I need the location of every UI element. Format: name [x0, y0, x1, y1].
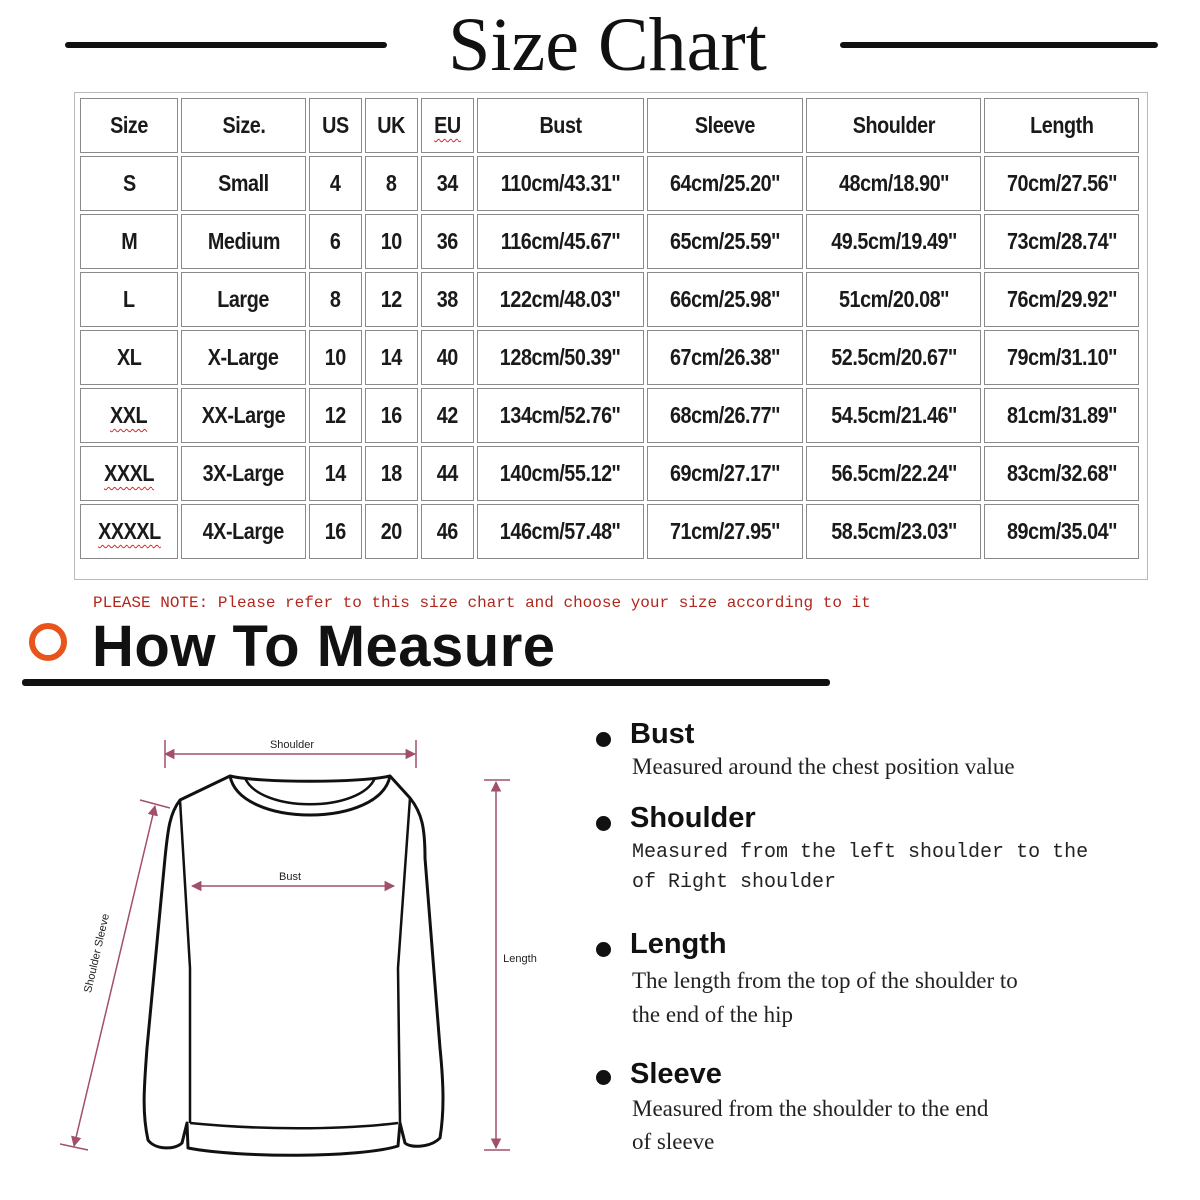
cell-text: M — [120, 228, 138, 254]
cell-text: 67cm/26.38'' — [670, 344, 780, 370]
table-header-cell — [309, 98, 362, 153]
table-cell — [181, 504, 306, 559]
table-cell — [80, 330, 178, 385]
table-header-cell — [647, 98, 803, 153]
cell-text: 51cm/20.08'' — [838, 286, 949, 312]
cell-text: Medium — [207, 228, 280, 254]
table-cell — [477, 330, 644, 385]
table-cell — [477, 504, 644, 559]
bullet-dot-icon — [596, 942, 611, 957]
size-table-frame — [74, 92, 1148, 580]
cell-text: 128cm/50.39'' — [500, 344, 621, 370]
page-title: Size Chart — [448, 3, 767, 87]
table-cell — [984, 272, 1139, 327]
table-cell — [365, 388, 418, 443]
table-cell — [647, 330, 803, 385]
definition-text-line-1: The length from the top of the shoulder to — [632, 968, 1018, 993]
table-header-cell — [421, 98, 474, 153]
table-cell — [806, 504, 981, 559]
table-cell — [181, 272, 306, 327]
header-text: Shoulder — [852, 112, 935, 138]
definition-term: Length — [630, 928, 727, 960]
table-cell — [984, 330, 1139, 385]
bullet-dot-icon — [596, 1070, 611, 1085]
cell-text: 34 — [436, 170, 459, 196]
size-chart-header — [0, 0, 1200, 92]
table-cell — [984, 214, 1139, 269]
table-cell — [80, 156, 178, 211]
cell-text: 69cm/27.17'' — [670, 460, 780, 486]
cell-text: 81cm/31.89'' — [1006, 402, 1117, 428]
cell-text: XL — [116, 344, 142, 370]
table-cell — [80, 214, 178, 269]
table-row — [80, 388, 1139, 443]
table-cell — [309, 388, 362, 443]
table-row — [80, 214, 1139, 269]
cell-text: 122cm/48.03'' — [500, 286, 621, 312]
circle-bullet-icon — [29, 623, 67, 661]
cell-text: 68cm/26.77'' — [670, 402, 780, 428]
cell-text: S — [122, 170, 136, 196]
shoulder-label: Shoulder — [269, 739, 315, 751]
cell-text: 16 — [380, 402, 403, 428]
cell-text: L — [123, 286, 135, 312]
table-cell — [309, 214, 362, 269]
table-cell — [647, 272, 803, 327]
cell-text: 64cm/25.20'' — [670, 170, 780, 196]
shoulder-sleeve-label: Shoulder Sleeve — [82, 912, 113, 995]
table-cell — [309, 156, 362, 211]
table-cell — [80, 446, 178, 501]
sweater-illustration — [60, 718, 580, 1178]
cell-text: 18 — [380, 460, 403, 486]
cell-text: 6 — [330, 228, 341, 254]
definition-term: Bust — [630, 718, 695, 750]
header-text: US — [322, 112, 349, 138]
size-note: PLEASE NOTE: Please refer to this size chart and choose your size according to it — [93, 594, 871, 612]
table-cell — [806, 330, 981, 385]
cell-text: Large — [217, 286, 270, 312]
table-row — [80, 272, 1139, 327]
cell-text: 54.5cm/21.46'' — [830, 402, 957, 428]
table-cell — [984, 504, 1139, 559]
cell-text: 116cm/45.67'' — [500, 228, 621, 254]
table-cell — [421, 388, 474, 443]
definition-text-line-1: Measured from the shoulder to the end — [632, 1096, 989, 1121]
table-header-cell — [806, 98, 981, 153]
definition-term: Sleeve — [630, 1058, 722, 1090]
table-cell — [647, 388, 803, 443]
how-to-measure-title: How To Measure — [92, 614, 556, 679]
cell-text: 71cm/27.95'' — [670, 518, 780, 544]
table-cell — [806, 156, 981, 211]
table-cell — [181, 156, 306, 211]
cell-text: 134cm/52.76'' — [500, 402, 621, 428]
cell-text: 44 — [436, 460, 459, 486]
cell-text: 36 — [436, 228, 459, 254]
cell-text: 46 — [436, 518, 459, 544]
table-cell — [80, 388, 178, 443]
header-text: Size — [110, 112, 148, 138]
table-header-row — [80, 98, 1139, 153]
title-rule-right — [840, 42, 1158, 48]
table-cell — [647, 156, 803, 211]
table-cell — [421, 214, 474, 269]
cell-text: 48cm/18.90'' — [838, 170, 949, 196]
cell-text: 14 — [324, 460, 347, 486]
table-cell — [365, 330, 418, 385]
table-cell — [647, 504, 803, 559]
table-cell — [477, 272, 644, 327]
length-label: Length — [503, 953, 537, 965]
cell-text: 79cm/31.10'' — [1006, 344, 1117, 370]
table-cell — [365, 446, 418, 501]
table-header-cell — [984, 98, 1139, 153]
table-cell — [365, 156, 418, 211]
cell-text: 66cm/25.98'' — [670, 286, 780, 312]
cell-text: 8 — [330, 286, 341, 312]
cell-text: XX-Large — [201, 402, 286, 428]
cell-text: 8 — [386, 170, 397, 196]
table-header-cell — [365, 98, 418, 153]
table-cell — [477, 388, 644, 443]
cell-text: XXL — [110, 402, 148, 428]
table-cell — [181, 446, 306, 501]
heading-underline — [22, 679, 830, 686]
table-row — [80, 330, 1139, 385]
header-text: Length — [1029, 112, 1094, 138]
table-cell — [984, 388, 1139, 443]
definition-text-line-1: Measured from the left shoulder to the — [632, 841, 1089, 864]
cell-text: 4X-Large — [202, 518, 285, 544]
size-table — [77, 95, 1142, 562]
how-to-measure-header — [22, 612, 842, 692]
table-cell — [80, 504, 178, 559]
header-text: Bust — [539, 112, 582, 138]
table-cell — [806, 214, 981, 269]
header-text: Sleeve — [694, 112, 756, 138]
table-header-cell — [181, 98, 306, 153]
cell-text: 10 — [380, 228, 403, 254]
table-cell — [806, 272, 981, 327]
table-cell — [421, 446, 474, 501]
cell-text: 76cm/29.92'' — [1006, 286, 1117, 312]
table-cell — [181, 214, 306, 269]
cell-text: 12 — [380, 286, 403, 312]
cell-text: Small — [218, 170, 269, 196]
table-cell — [181, 330, 306, 385]
cell-text: 58.5cm/23.03'' — [830, 518, 957, 544]
bullet-dot-icon — [596, 732, 611, 747]
table-row — [80, 446, 1139, 501]
table-cell — [806, 388, 981, 443]
cell-text: 16 — [324, 518, 347, 544]
table-cell — [421, 330, 474, 385]
cell-text: X-Large — [208, 344, 279, 370]
header-text: UK — [377, 112, 406, 138]
bullet-dot-icon — [596, 816, 611, 831]
table-header-cell — [80, 98, 178, 153]
table-header-cell — [477, 98, 644, 153]
cell-text: 38 — [436, 286, 459, 312]
cell-text: 73cm/28.74'' — [1006, 228, 1117, 254]
table-cell — [309, 272, 362, 327]
cell-text: 40 — [436, 344, 459, 370]
definition-text-line-2: of sleeve — [632, 1129, 715, 1154]
cell-text: XXXL — [104, 460, 154, 486]
definition-text-line-2: the end of the hip — [632, 1002, 793, 1027]
table-cell — [477, 446, 644, 501]
bust-label: Bust — [278, 871, 302, 883]
cell-text: 10 — [324, 344, 347, 370]
table-cell — [477, 156, 644, 211]
table-cell — [181, 388, 306, 443]
table-cell — [309, 330, 362, 385]
table-cell — [647, 214, 803, 269]
cell-text: 110cm/43.31'' — [500, 170, 621, 196]
cell-text: 3X-Large — [202, 460, 285, 486]
cell-text: 14 — [380, 344, 403, 370]
sweater-diagram — [60, 718, 580, 1178]
cell-text: 20 — [380, 518, 403, 544]
cell-text: 65cm/25.59'' — [670, 228, 780, 254]
cell-text: XXXXL — [97, 518, 161, 544]
table-cell — [421, 272, 474, 327]
cell-text: 89cm/35.04'' — [1006, 518, 1117, 544]
cell-text: 146cm/57.48'' — [500, 518, 621, 544]
cell-text: 140cm/55.12'' — [500, 460, 621, 486]
table-cell — [477, 214, 644, 269]
cell-text: 42 — [436, 402, 459, 428]
header-text: Size. — [222, 112, 265, 138]
table-row — [80, 504, 1139, 559]
table-cell — [309, 446, 362, 501]
cell-text: 12 — [324, 402, 347, 428]
definition-text: Measured around the chest position value — [632, 754, 1015, 779]
table-row — [80, 156, 1139, 211]
table-cell — [984, 156, 1139, 211]
table-cell — [309, 504, 362, 559]
cell-text: 49.5cm/19.49'' — [830, 228, 957, 254]
table-cell — [80, 272, 178, 327]
cell-text: 83cm/32.68'' — [1006, 460, 1117, 486]
header-text: EU — [434, 112, 461, 138]
definition-term: Shoulder — [630, 802, 756, 834]
table-cell — [365, 272, 418, 327]
table-cell — [806, 446, 981, 501]
table-cell — [421, 156, 474, 211]
table-cell — [365, 504, 418, 559]
definition-text-line-2: of Right shoulder — [632, 871, 837, 894]
cell-text: 70cm/27.56'' — [1006, 170, 1117, 196]
table-cell — [984, 446, 1139, 501]
cell-text: 56.5cm/22.24'' — [830, 460, 957, 486]
table-cell — [365, 214, 418, 269]
title-rule-left — [65, 42, 387, 48]
cell-text: 4 — [330, 170, 341, 196]
table-cell — [421, 504, 474, 559]
cell-text: 52.5cm/20.67'' — [830, 344, 957, 370]
table-cell — [647, 446, 803, 501]
